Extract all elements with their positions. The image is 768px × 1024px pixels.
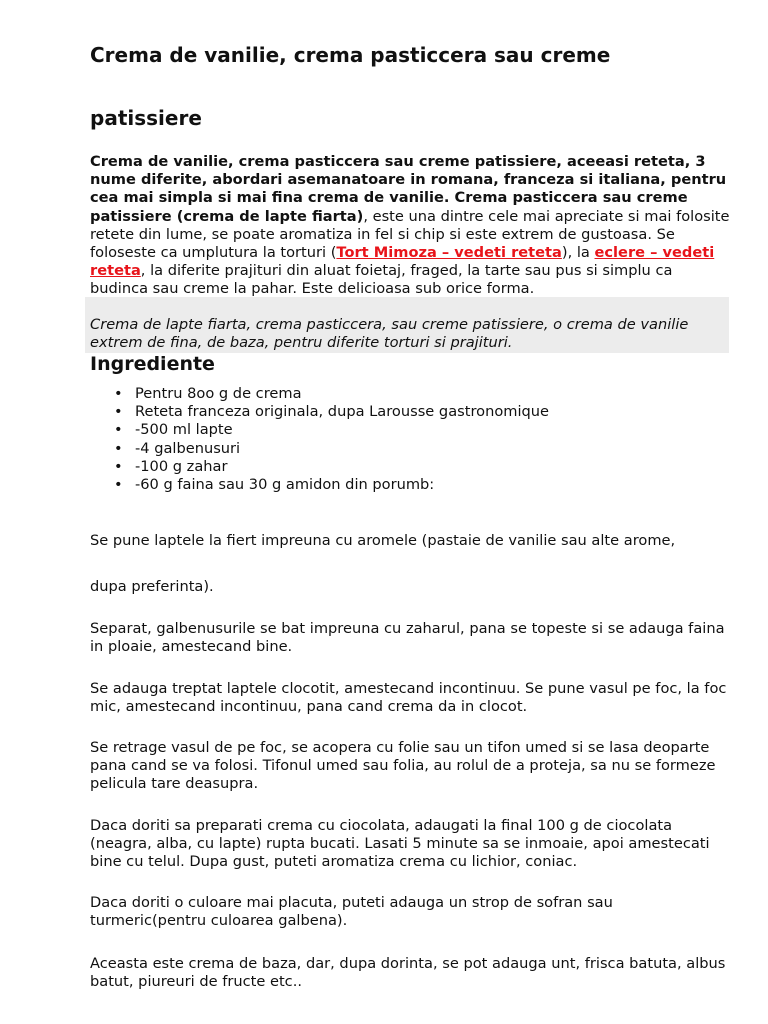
list-item: • -100 g zahar xyxy=(135,458,549,476)
step-paragraph: Se adauga treptat laptele clocotit, amestecand incontinuu. Se pune vasul pe foc, la foc mic, amestecand incontinuu, pana cand crema da in clocot. xyxy=(90,680,727,716)
step-paragraph: dupa preferinta). xyxy=(90,578,214,595)
step-paragraph: Separat, galbenusurile se bat impreuna cu zaharul, pana se topeste si se adauga faina in ploaie, amestecand bine. xyxy=(90,620,725,656)
intro-text-1: , este una dintre cele mai apreciate si mai folosite retete din lume, se poate aromatiza in fel si chip si este extrem de gustoasa. Se foloseste ca umplutura la torturi ( xyxy=(90,207,730,262)
quote-text: Crema de lapte fiarta, crema pasticcera, sau creme patissiere, o crema de vanilie extrem de fina, de baza, pentru diferite torturi si prajituri. xyxy=(90,316,689,351)
list-item: • -4 galbenusuri xyxy=(135,440,549,458)
intro-bold-lead: Crema de vanilie, crema pasticcera sau creme patissiere, aceeasi reteta, 3 nume diferite, abordari asemanatoare in romana, franceza si italiana, pentru cea mai simpla si mai fina crema de vanilie. Crema pasticcera sau creme patissiere (crema de lapte fiarta) xyxy=(90,153,727,225)
list-item: • -60 g faina sau 30 g amidon din porumb: xyxy=(135,476,549,494)
ingredients-heading: Ingrediente xyxy=(90,353,215,375)
list-item: • Reteta franceza originala, dupa Larousse gastronomique xyxy=(135,403,549,421)
intro-text-2: ), la xyxy=(561,244,595,262)
list-item: • -500 ml lapte xyxy=(135,421,549,439)
step-paragraph: Daca doriti o culoare mai placuta, puteti adauga un strop de sofran sau turmeric(pentru culoarea galbena). xyxy=(90,894,613,930)
page-title: Crema de vanilie, crema pasticcera sau creme xyxy=(90,43,611,67)
step-paragraph: Se retrage vasul de pe foc, se acopera cu folie sau un tifon umed si se lasa deoparte pana cand se va folosi. Tifonul umed sau folia, au rolul de a proteja, sa nu se formeze pelicula tare deasupra. xyxy=(90,739,716,793)
intro-paragraph xyxy=(90,153,730,299)
ingredients-list xyxy=(90,385,549,494)
highlight-quote-box xyxy=(85,297,729,353)
list-item: • Pentru 8oo g de crema xyxy=(135,385,549,403)
intro-text-3: , la diferite prajituri din aluat foietaj, fraged, la tarte sau pus si simplu ca budinca sau creme la pahar. Este delicioasa sub orice forma. xyxy=(90,262,673,298)
step-paragraph: Aceasta este crema de baza, dar, dupa dorinta, se pot adauga unt, frisca batuta, albus batut, piureuri de fructe etc.. xyxy=(90,955,726,991)
step-paragraph: Se pune laptele la fiert impreuna cu aromele (pastaie de vanilie sau alte arome, xyxy=(90,532,676,549)
step-paragraph: Daca doriti sa preparati crema cu ciocolata, adaugati la final 100 g de ciocolata (neagra, alba, cu lapte) rupta bucati. Lasati 5 minute sa se inmoaie, apoi amestecati bine cu telul. Dupa gust, puteti aromatiza crema cu lichior, coniac. xyxy=(90,817,710,871)
eclere-link[interactable]: eclere – vedeti reteta xyxy=(90,244,715,280)
page-title-continued: patissiere xyxy=(90,106,202,130)
tort-mimoza-link[interactable]: Tort Mimoza – vedeti reteta xyxy=(336,244,562,262)
